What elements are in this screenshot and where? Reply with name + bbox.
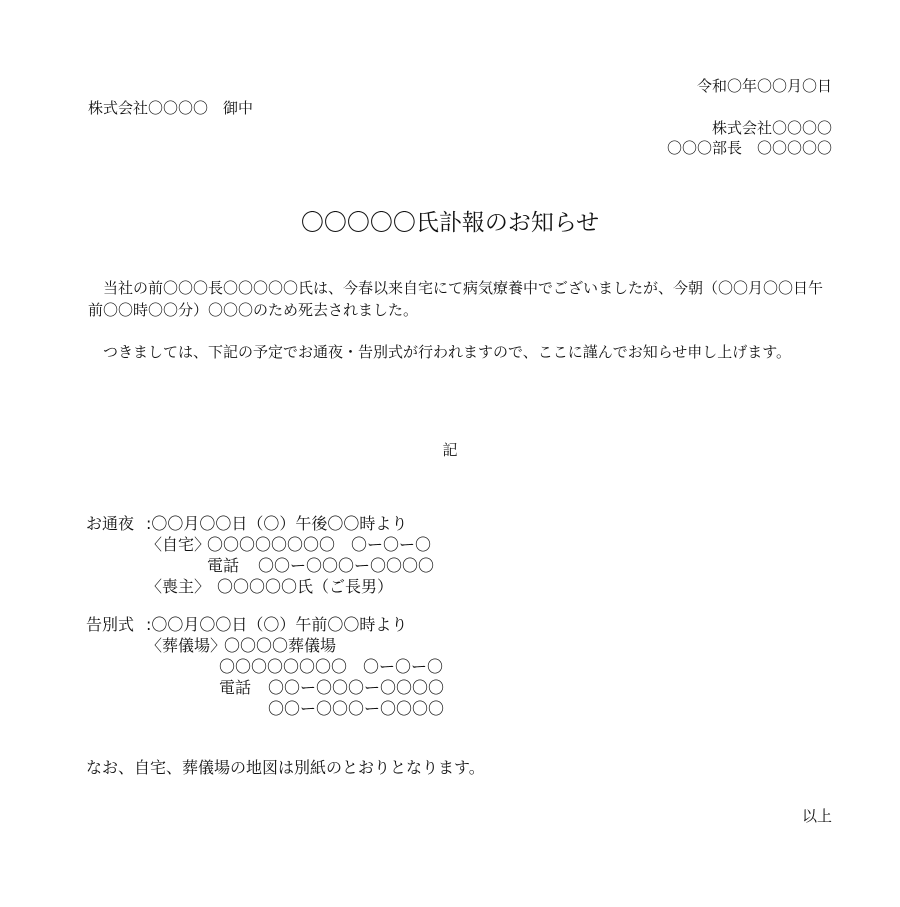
hall-label: 〈葬儀場〉: [146, 636, 227, 655]
hall-phone-1: 〇〇ー〇〇〇ー〇〇〇〇: [268, 678, 445, 697]
body-paragraph-2: つきましては、下記の予定でお通夜・告別式が行われますので、ここに謹んでお知らせ申し上げます。: [88, 343, 792, 361]
ki-heading: 記: [442, 441, 458, 459]
hall-name: 〇〇〇〇葬儀場: [224, 636, 337, 655]
hall-address: 〇〇〇〇〇〇〇〇 〇ー〇ー〇: [219, 657, 444, 676]
otsuya-chief-mourner: 〇〇〇〇〇氏（ご長男）: [217, 577, 394, 596]
recipient-line: 株式会社〇〇〇〇 御中: [88, 99, 254, 117]
otsuya-chief-mourner-label: 〈喪主〉: [146, 577, 211, 596]
otsuya-phone-label: 電話: [207, 556, 240, 575]
otsuya-home-label: 〈自宅〉: [146, 535, 211, 554]
body-paragraph-1: 当社の前〇〇〇長〇〇〇〇〇氏は、今春以来自宅にて病気療養中でございましたが、今朝（〇〇月〇〇日午前〇〇時〇〇分）〇〇〇のため死去されました。: [88, 279, 824, 319]
hall-phone-2: 〇〇ー〇〇〇ー〇〇〇〇: [268, 699, 445, 718]
otsuya-label: お通夜: [86, 514, 135, 533]
document-date: 令和〇年〇〇月〇日: [696, 77, 832, 95]
otsuya-phone: 〇〇ー〇〇〇ー〇〇〇〇: [258, 556, 435, 575]
kokubetsushiki-datetime: :〇〇月〇〇日（〇）午前〇〇時より: [146, 615, 408, 634]
document-title: 〇〇〇〇〇氏訃報のお知らせ: [300, 210, 600, 236]
kokubetsushiki-label: 告別式: [86, 615, 135, 634]
otsuya-home-address: 〇〇〇〇〇〇〇〇 〇ー〇ー〇: [207, 535, 432, 554]
hall-phone-label: 電話: [219, 678, 252, 697]
closing-word: 以上: [801, 807, 832, 825]
map-note: なお、自宅、葬儀場の地図は別紙のとおりとなります。: [86, 758, 485, 777]
sender-person: 〇〇〇部長 〇〇〇〇〇: [666, 139, 832, 157]
sender-company: 株式会社〇〇〇〇: [711, 119, 832, 137]
otsuya-datetime: :〇〇月〇〇日（〇）午後〇〇時より: [146, 514, 408, 533]
